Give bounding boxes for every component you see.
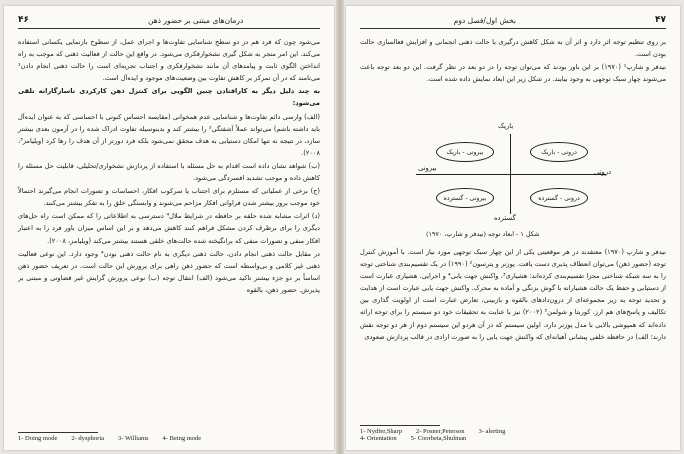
page-number: ۴۷: [655, 15, 666, 25]
axis-label-left: درونی: [594, 168, 612, 176]
footnote: 2- dysphoria: [71, 435, 105, 442]
paragraph: (ب) شواهد نشان داده است اقدام به حل مسئله با استفاده از پردازش نشخواری/تحلیلی، قابلیت حل مسئله را کاهش داده و موجب تشدید افسردگی می‌شود.: [18, 161, 320, 183]
footnote: 1- Doing mode: [18, 435, 58, 442]
quadrant-external-narrow: بیرونی - باریک: [436, 142, 494, 162]
footnote: 3- Williams: [118, 435, 149, 442]
footnote: 5- Coorbeta,Shulman: [410, 435, 467, 442]
left-page-header: [18, 14, 320, 29]
left-page-body: [18, 36, 320, 297]
paragraph: به چند دلیل دیگر به کارافتادن چنین الگویی برای کنترل ذهن کارکردی ناسازگارانه تلقی می‌شود:: [18, 87, 320, 108]
book-gutter: [336, 0, 344, 454]
footnote: 3- alerting: [478, 428, 506, 435]
quadrant-internal-broad: درونی - گسترده: [530, 188, 588, 208]
right-page-body: [360, 246, 666, 344]
paragraph: می‌شود چون که فرد هم در دو سطح شناسایی تفاوت‌ها و اجرای عمل، از سطوح بازنمایی یکسانی استفاده می‌کند. این امر منجر به شکل گیری نشخوارفکری می‌شود. در واقع این حالت از فعالیت ذهنی که موجب به راه انداختن الگوی ثابت و پیامدهای آن مانند نشخوارفکری و اجتناب تجربه‌ای است را حالت ذهنی انجام دادن¹ می‌نامند که در آن تمرکز بر کاهش تفاوت بین وضعیت‌های موجود و ایده‌آل است.: [18, 38, 320, 83]
page-number: ۴۶: [18, 15, 29, 25]
left-page: [4, 6, 334, 450]
attention-dimensions-diagram: [406, 120, 616, 228]
left-footnotes: [18, 432, 320, 442]
right-footnotes: [360, 425, 666, 442]
running-title: درمان‌های مبتنی بر حضور ذهن: [148, 16, 244, 25]
paragraph: (د) اثرات مشابه شده حلقه بر حافظه در شرایط ملال⁴ دسترسی به اطلاعاتی را که ممکن است راه حل‌های دیگری را برای برطرف کردن مشکل فراهم کنند کاهش می‌دهد و بر این اساس میزان باور فرد را به اعتبار افکار منفی و تصورات منفی که برانگیخته شده حالت‌های خلقی هستند بیشتر می‌کند (ویلیامز، ۲۰۰۸).: [18, 212, 320, 245]
paragraph: در مقابل حالت ذهنی انجام دادن، حالت ذهنی دیگری به نام حالت ذهنی بودن⁴ وجود دارد. این نوعی فعالیت ذهنی غیر کلامی و بی‌واسطه است که حضور ذهن راهی برای پرورش این حالت است. در تعریف حضور ذهن اساساً بر دو جزء بیشتر تاکید می‌شود (الف) انتقال توجه (ب) نوعی پرورش گرایش غیر قضاوتی و مبتنی بر پذیرش. حضور ذهن، بالقوه: [18, 249, 320, 294]
paragraph: (الف) وارسی دائم تفاوت‌ها و شناسایی عدم همخوانی (مقایسه احساس کنونی با احساسی که به عنوان ایده‌آل باید داشته باشم) می‌تواند عملاً آشفتگی² را بیشتر کند و بدینوسیله تفاوت ادراک شده را در آزمون بعدی بیشتر سازد، در نتیجه نه تنها امکان دستیابی به هدف محقق نمی‌شود بلکه فرد دورتر از آن هدف را رها کرد (ویلیامز³، ۲۰۰۸).: [18, 112, 320, 157]
right-page-header: [360, 14, 666, 29]
paragraph: نیدفر و شارپ¹ (۱۹۷۰) بر این باور بودند که می‌توان توجه را در دو بعد در نظر گرفت. این دو بعد توجه باعث می‌شوند چهار سبک توجهی به وجود بیایند. در شکل زیر این ابعاد نمایش داده شده است.: [360, 63, 666, 84]
paragraph: (ج) برخی از عملیاتی که مستلزم برای اجتناب یا سرکوب افکار، احساسات و تصورات انجام می‌گیرند احتمالاً خود موجب بروز بیشتر شدن فراوانی افکار مزاحم می‌شوند و وابستگی خلق را به تفکر بیشتر می‌کنند.: [18, 187, 320, 208]
footnote: 1- Nydfer,Sharp: [360, 428, 402, 435]
quadrant-internal-narrow: درونی - باریک: [530, 142, 588, 162]
axis-label-top: باریک: [498, 122, 514, 130]
paragraph: نیدفر و شارپ (۱۹۷۰) معتقدند در هر موقعیتی یکی از این چهار سبک توجهی مورد نیاز است. با آموزش کنترل توجه (حضور ذهن) می‌توان انعطاف پذیری دست یافت. پوزنر و پترسون² (۱۹۹۰) در یک تقسیم‌بندی شناختی توجه را به سه شبکه شناختی مجزا تقسیم‌بندی کرده‌اند: هشیاری³، واکنش جهت یابی⁴ و اجرایی. هشیاری عبارت است از دستیابی و حفظ یک حالت هشیارانه با گوش بزنگی و آماده به محرک. واکنش جهت یابی عبارت است از هدایت و تحدید توجه به زیر مجموعه‌ای از درون‌دادهای بالقوه و بازبینی، تعارض عبارت است از اولویت گذاری بین تکالیف و پاسخ‌های هم ارز. کوربتا و شولمن⁵ (۲۰۰۲) نیز با عنایت به تحقیقات خود دو سیستم را برای توجه ارائه داده‌اند که همپوشی بالایی با مدل پوزنر دارد. اولین سیستم که در آن هردو این سیستم دوم از هر دو توجه نقش دارند؛ الف) در حافظه خلفی پیشانی آهیانه‌ای که واکنش جهت یابی را به صورت ارادی در قالب پردازش صعودی: [360, 248, 667, 341]
axis-label-bottom: گسترده: [494, 214, 516, 222]
horizontal-axis: [416, 174, 606, 175]
footnote-rule: [360, 425, 440, 426]
footnote-rule: [18, 432, 98, 433]
paragraph: بر روی تنظیم توجه اثر دارد و اثر آن به شکل کاهش درگیری با حالت ذهنی انجمانی و افزایش فعالسازی حالت بودن است.: [360, 38, 666, 59]
quadrant-external-broad: بیرونی - گسترده: [436, 188, 494, 208]
running-title: بخش اول/فصل دوم: [453, 16, 516, 25]
footnote: 2- Posner,Peterson: [415, 428, 465, 435]
right-page-intro: [360, 36, 666, 86]
right-page: [346, 6, 680, 450]
footnote: 4- Being mode: [162, 435, 202, 442]
axis-label-right: بیرونی: [418, 164, 437, 172]
figure-caption: شکل ۱ - ابعاد توجه (نیدفر و شارپ، ۱۹۷۰): [426, 230, 540, 238]
footnote: 4- Orientation: [360, 435, 397, 442]
